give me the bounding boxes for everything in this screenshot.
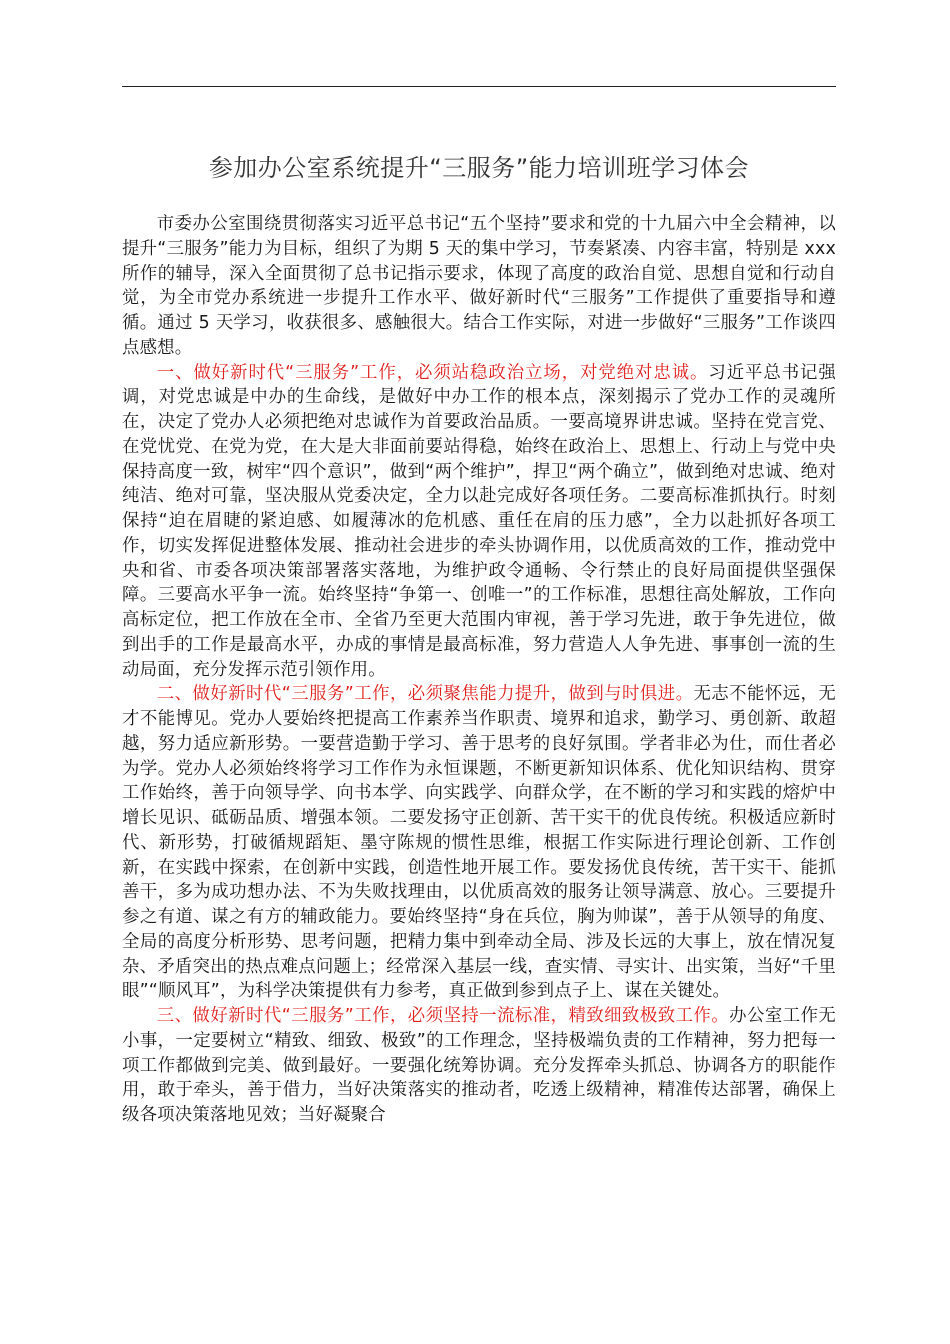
section-heading-3: 三、做好新时代“三服务”工作，必须坚持一流标准，精致细致极致工作。 (156, 1006, 730, 1026)
section-paragraph-2 (122, 682, 836, 1004)
section-text-3: 办公室工作无小事，一定要树立“精致、细致、极致”的工作理念，坚持极端负责的工作精神，努力把每一项工作都做到完美、做到最好。一要强化统筹协调。充分发挥牵头抓总、协调各方的职能作用，敢于牵头，善于借力，当好决策落实的推动者，吃透上级精神，精准传达部署，确保上级各项决策落地见效；当好凝聚合 (122, 1006, 837, 1125)
document-title: 参加办公室系统提升“三服务”能力培训班学习体会 (208, 154, 750, 182)
section-text-1: 习近平总书记强调，对党忠诚是中办的生命线，是做好中办工作的根本点，深刻揭示了党办工作的灵魂所在，决定了党办人必须把绝对忠诚作为首要政治品质。一要高境界讲忠诚。坚持在党言党、在党忧党、在党为党，在大是大非面前要站得稳，始终在政治上、思想上、行动上与党中央保持高度一致，树牢“四个意识”，做到“两个维护”，捍卫“两个确立”，做到绝对忠诚、绝对纯洁、绝对可靠，坚决服从党委决定，全力以赴完成好各项任务。二要高标准抓执行。时刻保持“迫在眉睫的紧迫感、如履薄冰的危机感、重任在肩的压力感”，全力以赴抓好各项工作，切实发挥促进整体发展、推动社会进步的牵头协调作用，以优质高效的工作，推动党中央和省、市委各项决策部署落实落地，为维护政令通畅、令行禁止的良好局面提供坚强保障。三要高水平争一流。始终坚持“争第一、创唯一”的工作标准，思想往高处解放，工作向高标定位，把工作放在全市、全省乃至更大范围内审视，善于学习先进，敢于争先进位，做到出手的工作是最高水平，办成的事情是最高标准，努力营造人人争先进、事事创一流的生动局面，充分发挥示范引领作用。 (122, 362, 836, 680)
section-text-2: 无志不能怀远，无才不能博见。党办人要始终把提高工作素养当作职责、境界和追求，勤学习、勇创新、敢超越，努力适应新形势。一要营造勤于学习、善于思考的良好氛围。学者非必为仕，而仕者必为学。党办人必须始终将学习工作作为永恒课题，不断更新知识体系、优化知识结构、贯穿工作始终，善于向领导学、向书本学、向实践学、向群众学，在不断的学习和实践的熔炉中增长见识、砥砺品质、增强本领。二要发扬守正创新、苦干实干的优良传统。积极适应新时代、新形势，打破循规蹈矩、墨守陈规的惯性思维，根据工作实际进行理论创新、工作创新，在实践中探索，在创新中实践，创造性地开展工作。要发扬优良传统，苦干实干、能抓善干，多为成功想办法、不为失败找理由，以优质高效的服务让领导满意、放心。三要提升参之有道、谋之有方的辅政能力。要始终坚持“身在兵位，胸为帅谋”，善于从领导的角度、全局的高度分析形势、思考问题，把精力集中到牵动全局、涉及长远的大事上，放在情况复杂、矛盾突出的热点难点问题上；经常深入基层一线，查实情、寻实计、出实策，当好“千里眼”“顺风耳”，为科学决策提供有力参考，真正做到参到点子上、谋在关键处。 (122, 684, 836, 1002)
section-paragraph-1 (122, 361, 836, 683)
document-body (122, 212, 836, 1128)
section-paragraph-3 (122, 1004, 836, 1128)
header-rule (122, 86, 836, 87)
section-heading-2: 二、做好新时代“三服务”工作，必须聚焦能力提升，做到与时俱进。 (156, 684, 694, 705)
section-heading-1: 一、做好新时代“三服务”工作，必须站稳政治立场，对党绝对忠诚。 (156, 362, 709, 383)
intro-paragraph: 市委办公室围绕贯彻落实习近平总书记“五个坚持”要求和党的十九届六中全会精神，以提升“三服务”能力为目标，组织了为期 5 天的集中学习，节奏紧凑、内容丰富，特别是 xxx 所作的辅导，深入全面贯彻了总书记指示要求，体现了高度的政治自觉、思想自觉和行动自觉，为全市党办系统进一步提升工作水平、做好新时代“三服务”工作提供了重要指导和遵循。通过 5 天学习，收获很多、感触很大。结合工作实际，对进一步做好“三服务”工作谈四点感想。 (122, 214, 836, 358)
